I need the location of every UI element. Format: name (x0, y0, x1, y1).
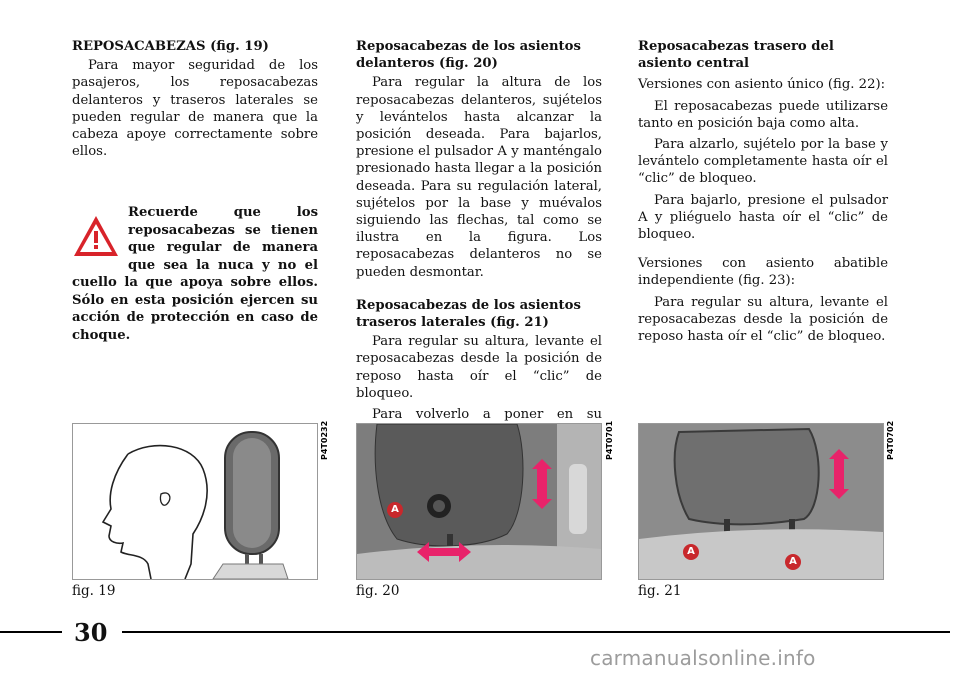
paragraph-center-2: Para alzarlo, sujételo por la base y levántelo completamente hasta oír el “clic” de bloqueo. (638, 137, 888, 187)
figure-21-image (638, 423, 884, 580)
intro-paragraph: Para mayor seguridad de los pasajeros, los reposacabezas delanteros y traseros laterales se pueden regular de manera que la cabeza apoye correctamente sobre ellos. (72, 58, 318, 160)
callout-label-a: A (387, 502, 403, 518)
column-3 (638, 38, 888, 349)
footer-rule-left (0, 631, 62, 633)
watermark: carmanualsonline.info (590, 646, 816, 670)
callout-label-a: A (785, 554, 801, 570)
warning-text: Recuerde que los reposacabezas se tienen que regular de manera que sea la nuca y no el cuello la que apoya sobre ellos. Sólo en esta posición ejercen su acción de protección en caso de choque. (72, 205, 318, 343)
section-heading-center: Reposacabezas trasero del asiento central (638, 39, 834, 72)
callout-label-a: A (683, 544, 699, 560)
column-1 (72, 38, 318, 164)
figure-code: P4T0232 (320, 420, 329, 460)
warning-triangle-icon (72, 214, 120, 258)
page-number: 30 (74, 618, 108, 647)
footer-rule-right (122, 631, 950, 633)
section-heading-rear-lateral: Reposacabezas de los asientos traseros laterales (fig. 21) (356, 297, 581, 331)
section-heading-front: Reposacabezas de los asientos delanteros (fig. 20) (356, 39, 581, 72)
warning-box (72, 204, 318, 344)
figure-code: P4T0701 (605, 420, 614, 460)
paragraph-center-1: El reposacabezas puede utilizarse tanto en posición baja como alta. (638, 98, 888, 131)
figure-caption: fig. 19 (72, 583, 116, 599)
figure-20-image (356, 423, 602, 580)
paragraph-rear-1: Para regular su altura, levante el reposacabezas desde la posición de reposo hasta oír el “clic” de bloqueo. (356, 334, 602, 401)
figure-code: P4T0702 (886, 420, 895, 460)
section-heading: REPOSACABEZAS (fig. 19) (72, 39, 269, 54)
subheading-folding-seat: Versiones con asiento abatible independiente (fig. 23): (638, 256, 888, 289)
paragraph-rear-2: Para volverlo a poner en su (372, 407, 602, 423)
paragraph-front: Para regular la altura de los reposacabezas delanteros, sujételos y levántelos hasta alcanzar la posición deseada. Para bajarlos, presione el pulsador A y manténgalo presionado hasta llegar a la posición deseada. Para su regulación lateral, sujételos por la base y muévalos siguiendo las flechas, tal como se ilustra en la figura. Los reposacabezas delanteros no se pueden desmontar. (356, 75, 602, 280)
figure-caption: fig. 20 (356, 583, 400, 599)
head-profile-illustration (73, 424, 317, 579)
figure-caption: fig. 21 (638, 583, 682, 599)
paragraph-center-3: Para bajarlo, presione el pulsador A y pliéguelo hasta oír el “clic” de bloqueo. (638, 192, 888, 243)
column-2 (356, 38, 602, 479)
subheading-single-seat: Versiones con asiento único (fig. 22): (638, 77, 886, 93)
rear-headrest-photo (639, 424, 883, 579)
figure-19-image (72, 423, 318, 580)
paragraph-center-4: Para regular su altura, levante el reposacabezas desde la posición de reposo hasta oír el “clic” de bloqueo. (638, 294, 888, 345)
